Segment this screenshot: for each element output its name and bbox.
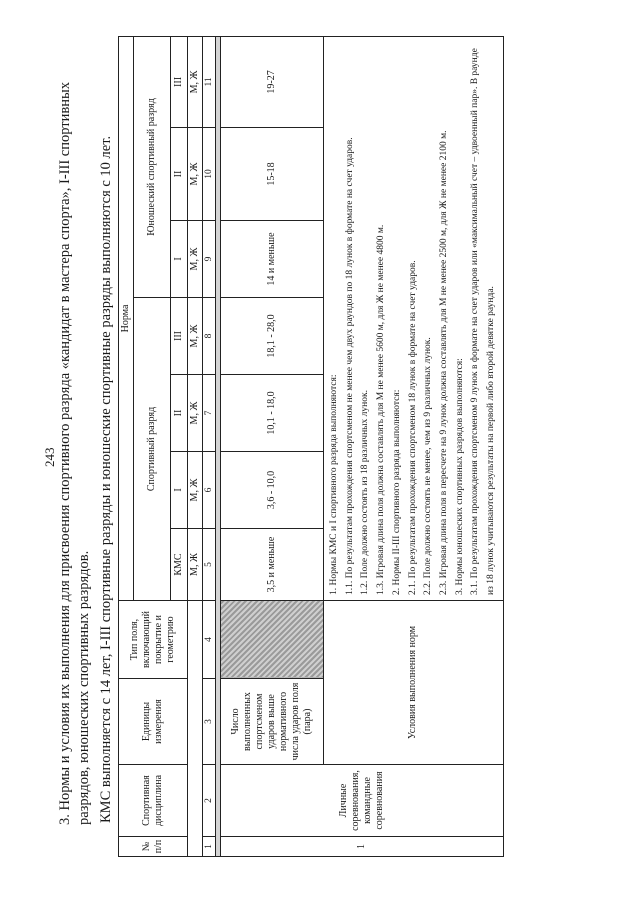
column-number-row [203,36,216,856]
norm-rank-3: 18,1 - 28,0 [221,298,324,375]
condition-item: 3.1. По результатам прохождения спортсменом 9 лунок в формате на счет ударов или «максимальный счет – удвоенный пар». В раунде из 18 лунок учитываются результаты на первой либо второй девятке раунда. [470,48,497,595]
norm-rank-2: 10,1 - 18,0 [221,375,324,452]
header-field-type: Тип поля, включающий покрытие и геометрию [119,601,188,679]
gender-row-spacer [188,601,203,857]
condition-item: 1. Нормы КМС и I спортивного разряда выполняются: [329,374,339,595]
header-units: Единицы измерения [119,679,188,765]
norms-table [118,36,504,857]
norm-rank-1: 3,6 - 10,0 [221,452,324,529]
field-type-image [221,601,324,679]
gender-cell: М, Ж [188,36,203,127]
condition-item: 2.2. Поле должно состоять не менее, чем из 9 различных лунок. [423,337,434,595]
header-norm: Норма [119,36,134,600]
column-number: 5 [203,529,216,601]
conditions-text [324,36,504,600]
header-row-1 [119,36,134,856]
units-cell: Число выполненных спортсменом ударов выше нормативного числа ударов поля (пара) [221,679,324,765]
age-requirements: КМС выполняется с 14 лет, I-III спортивные разряды и юношеские спортивные разряды выполняются с 10 лет. [98,135,114,823]
norm-youth-1: 14 и меньше [221,221,324,298]
header-num: № п/п [119,837,188,857]
header-kms: КМС [171,529,188,601]
condition-item: 1.1. По результатам прохождения спортсменом не менее чем двух раундов по 18 лунок в формате на счет ударов. [344,137,355,595]
header-youth-3: III [171,36,188,127]
gender-cell: М, Ж [188,298,203,375]
discipline-cell: Личные соревнования, командные соревнования [221,765,504,837]
column-number: 10 [203,128,216,221]
column-number: 9 [203,221,216,298]
gender-cell: М, Ж [188,529,203,601]
norm-youth-2: 15-18 [221,128,324,221]
section-heading: 3. Нормы и условия их выполнения для присвоения спортивного разряда «кандидат в мастера спорта», I-III спортивных разрядов, юношеских спортивных разрядов. [57,82,92,825]
data-row [221,36,324,856]
gender-row [188,36,203,856]
condition-item: 2.3. Игровая длина поля в пересчете на 9 лунок должна составлять для М не менее 2500 м, для Ж не менее 2100 м. [438,130,449,595]
column-number: 7 [203,375,216,452]
column-number: 2 [203,765,216,837]
column-number: 6 [203,452,216,529]
row-number: 1 [221,837,504,857]
page-number: 243 [42,447,57,467]
header-rank-1: I [171,452,188,529]
gender-cell: М, Ж [188,221,203,298]
column-number: 1 [203,837,216,857]
gender-cell: М, Ж [188,452,203,529]
gender-cell: М, Ж [188,128,203,221]
header-youth-2: II [171,128,188,221]
norm-youth-3: 19-27 [221,36,324,127]
column-number: 11 [203,36,216,127]
condition-item: 1.2. Поле должно состоять из 18 различных лунок. [360,390,371,595]
column-number: 8 [203,298,216,375]
column-number: 4 [203,601,216,679]
header-sport-rank: Спортивный разряд [134,298,171,601]
conditions-row [324,36,504,856]
header-discipline: Спортивная дисциплина [119,765,188,837]
header-rank-3: III [171,298,188,375]
header-rank-2: II [171,375,188,452]
condition-item: 2.1. По результатам прохождения спортсменом 18 лунок в формате на счет ударов. [407,260,418,595]
conditions-label: Условия выполнения норм [324,601,504,765]
condition-item: 3. Нормы юношеских спортивных разрядов выполняются: [454,358,465,595]
column-number: 3 [203,679,216,765]
header-youth-1: I [171,221,188,298]
condition-item: 2. Нормы II-III спортивного разряда выполняются: [391,389,402,595]
gender-cell: М, Ж [188,375,203,452]
header-youth-rank: Юношеский спортивный разряд [134,36,171,297]
condition-item: 1.3. Игровая длина поля должна составлять для М не менее 5600 м, для Ж не менее 4800 м. [376,224,387,595]
norm-kms: 3,5 и меньше [221,529,324,601]
